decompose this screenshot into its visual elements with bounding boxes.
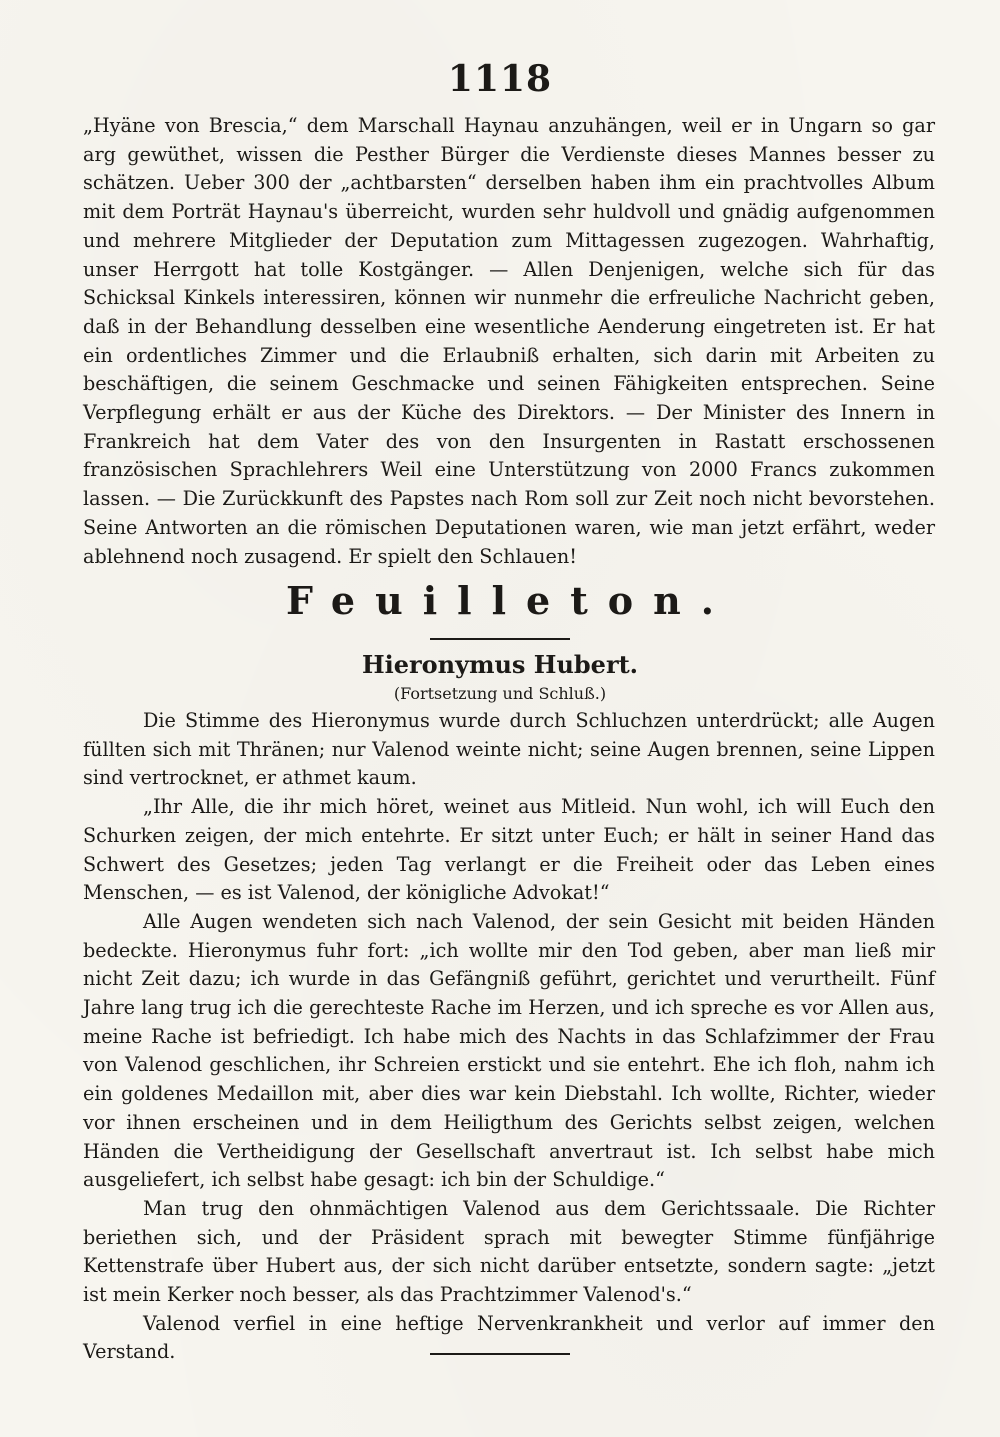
story-paragraph: Man trug den ohnmächtigen Valenod aus dem Gerichtssaale. Die Richter beriethen sich, und der Präsident sprach mit bewegter Stimme fünfjährige Kettenstrafe über Hubert aus, der sich nicht darüber entsetzte, sondern sagte: „jetzt ist mein Kerker noch besser, als das Prachtzimmer Valenod's.“ [83,1196,935,1307]
story-paragraph: Alle Augen wendeten sich nach Valenod, der sein Gesicht mit beiden Händen bedeckte. Hieronymus fuhr fort: „ich wollte mir den Tod geben, aber man ließ mir nicht Zeit dazu; ich wurde in das Gefängniß geführt, gerichtet und verurtheilt. Fünf Jahre lang trug ich die gerechteste Rache im Herzen, und ich spreche es vor Allen aus, meine Rache ist befriedigt. Ich habe mich des Nachts in das Schlafzimmer der Frau von Valenod geschlichen, ihr Schreien erstickt und sie entehrt. Ehe ich floh, nahm ich ein goldenes Medaillon mit, aber dies war kein Diebstahl. Ich wollte, Richter, wieder vor ihnen erscheinen und in dem Heiligthum des Gerichts selbst zeigen, welchen Händen die Vertheidigung der Gesellschaft anvertraut ist. Ich selbst habe mich ausgeliefert, ich selbst habe gesagt: ich bin der Schuldige.“ [83,909,935,1192]
news-column [83,112,935,571]
section-divider [430,638,570,640]
end-divider [430,1353,570,1355]
story-paragraph: Die Stimme des Hieronymus wurde durch Schluchzen unterdrückt; alle Augen füllten sich mit Thränen; nur Valenod weinte nicht; seine Augen brennen, seine Lippen sind vertrocknet, er athmet kaum. [83,709,935,790]
story-body [83,707,935,1367]
story-title: Hieronymus Hubert. [361,650,639,679]
news-paragraph: „Hyäne von Brescia,“ dem Marschall Haynau anzuhängen, weil er in Ungarn so gar arg gewüthet, wissen die Pesther Bürger die Verdienste dieses Mannes besser zu schätzen. Ueber 300 der „achtbarsten“ derselben haben ihm ein prachtvolles Album mit dem Porträt Haynau's überreicht, wurden sehr huldvoll und gnädig aufgenommen und mehrere Mitglieder der Deputation zum Mittagessen zugezogen. Wahrhaftig, unser Herrgott hat tolle Kostgänger. — Allen Denjenigen, welche sich für das Schicksal Kinkels interessiren, können wir nunmehr die erfreuliche Nachricht geben, daß in der Behandlung desselben eine wesentliche Aenderung eingetreten ist. Er hat ein ordentliches Zimmer und die Erlaubniß erhalten, sich darin mit Arbeiten zu beschäftigen, die seinem Geschmacke und seinen Fähigkeiten entsprechen. Seine Verpflegung erhält er aus der Küche des Direktors. — Der Minister des Innern in Frankreich hat dem Vater des von den Insurgenten in Rastatt erschossenen französischen Sprachlehrers Weil eine Unterstützung von 2000 Francs zukommen lassen. — Die Zurückkunft des Papstes nach Rom soll zur Zeit noch nicht bevorstehen. Seine Antworten an die römischen Deputationen waren, wie man jetzt erfährt, weder ablehnend noch zusagend. Er spielt den Schlauen! [83,114,935,568]
story-subtitle: (Fortsetzung und Schluß.) [393,684,607,703]
story-paragraph: Valenod verfiel in eine heftige Nervenkrankheit und verlor auf immer den Verstand. [83,1311,935,1364]
story-paragraph: „Ihr Alle, die ihr mich höret, weinet aus Mitleid. Nun wohl, ich will Euch den Schurken zeigen, der mich entehrte. Er sitzt unter Euch; er hält in seiner Hand das Schwert des Gesetzes; jeden Tag verlangt er die Freiheit oder das Leben eines Menschen, — es ist Valenod, der königliche Advokat!“ [83,795,935,905]
feuilleton-heading: Feuilleton. [286,578,734,623]
page-number: 1118 [447,58,553,100]
